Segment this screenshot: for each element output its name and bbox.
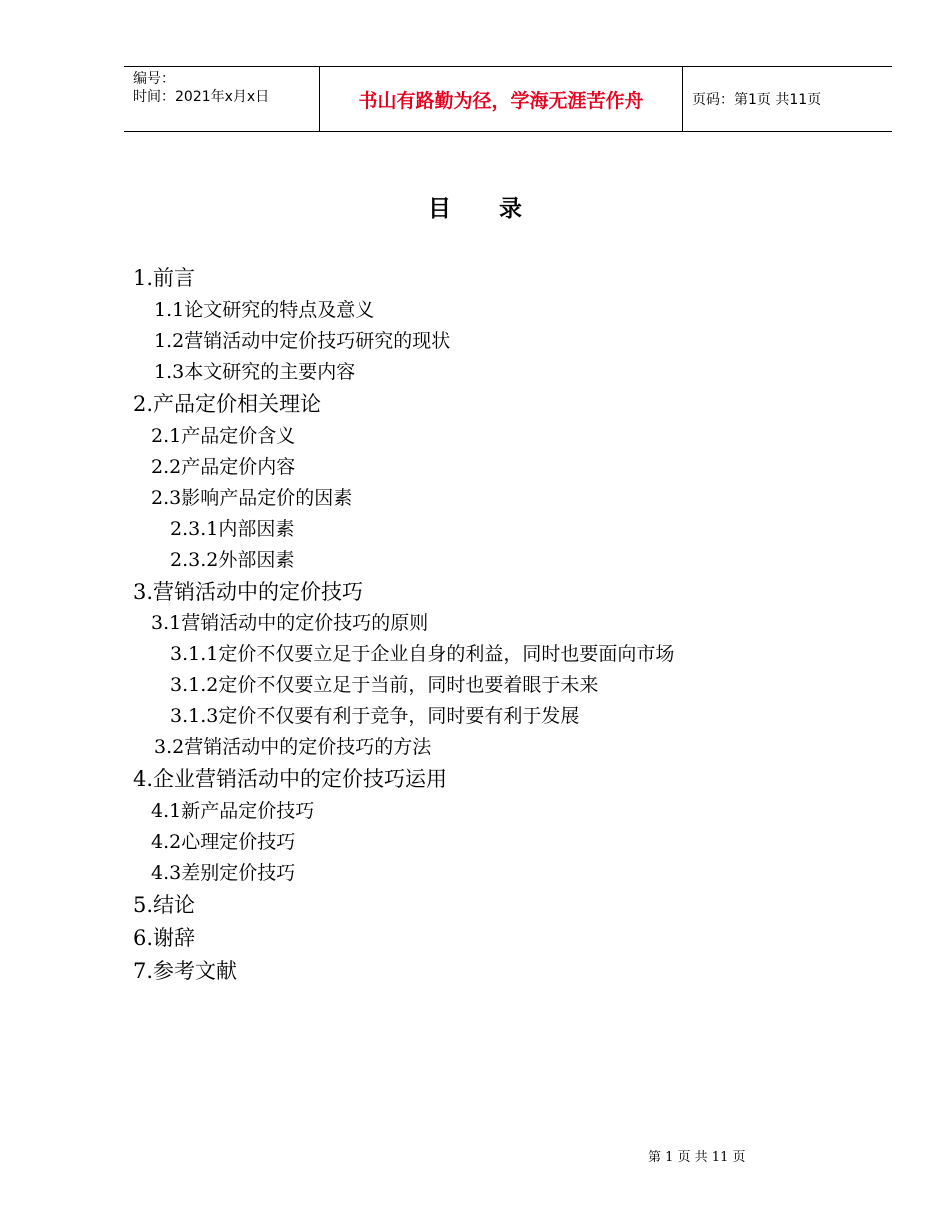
toc-item[interactable]: 2.3.1内部因素 bbox=[170, 518, 295, 540]
toc-item[interactable]: 3.1营销活动中的定价技巧的原则 bbox=[151, 612, 429, 634]
page-title: 目录 bbox=[428, 196, 570, 222]
toc-item[interactable]: 1.3本文研究的主要内容 bbox=[154, 361, 356, 383]
toc-item[interactable]: 4.2心理定价技巧 bbox=[151, 831, 296, 853]
header-motto: 书山有路勤为径，学海无涯苦作舟 bbox=[320, 67, 683, 131]
toc-item[interactable]: 5.结论 bbox=[133, 893, 196, 917]
toc-item[interactable]: 3.2营销活动中的定价技巧的方法 bbox=[154, 736, 432, 758]
toc-item[interactable]: 3.1.3定价不仅要有利于竞争，同时要有利于发展 bbox=[170, 705, 580, 727]
toc-item[interactable]: 3.1.1定价不仅要立足于企业自身的利益，同时也要面向市场 bbox=[170, 643, 675, 665]
header-meta-cell bbox=[124, 67, 320, 131]
page-footer: 第 1 页 共 11 页 bbox=[648, 1150, 746, 1165]
header-number-label: 编号： bbox=[133, 71, 175, 87]
toc-item[interactable]: 1.2营销活动中定价技巧研究的现状 bbox=[154, 330, 451, 352]
toc-item[interactable]: 2.3.2外部因素 bbox=[170, 549, 295, 571]
toc-item[interactable]: 2.3影响产品定价的因素 bbox=[151, 487, 353, 509]
header-time-label: 时间：2021年x月x日 bbox=[133, 89, 270, 105]
toc-item[interactable]: 4.1新产品定价技巧 bbox=[151, 800, 315, 822]
toc-item[interactable]: 2.1产品定价含义 bbox=[151, 425, 296, 447]
toc-item[interactable]: 3.1.2定价不仅要立足于当前，同时也要着眼于未来 bbox=[170, 674, 599, 696]
header-page-info: 页码：第1页 共11页 bbox=[692, 92, 822, 108]
toc-item[interactable]: 2.2产品定价内容 bbox=[151, 456, 296, 478]
toc-item[interactable]: 3.营销活动中的定价技巧 bbox=[133, 580, 364, 604]
toc-item[interactable]: 2.产品定价相关理论 bbox=[133, 392, 322, 416]
toc-item[interactable]: 7.参考文献 bbox=[133, 959, 238, 983]
toc-item[interactable]: 1.前言 bbox=[133, 266, 196, 290]
toc-item[interactable]: 4.企业营销活动中的定价技巧运用 bbox=[133, 767, 448, 791]
document-header bbox=[124, 66, 892, 132]
toc-item[interactable]: 1.1论文研究的特点及意义 bbox=[154, 299, 375, 321]
toc-item[interactable]: 6.谢辞 bbox=[133, 926, 196, 950]
toc-item[interactable]: 4.3差别定价技巧 bbox=[151, 862, 296, 884]
